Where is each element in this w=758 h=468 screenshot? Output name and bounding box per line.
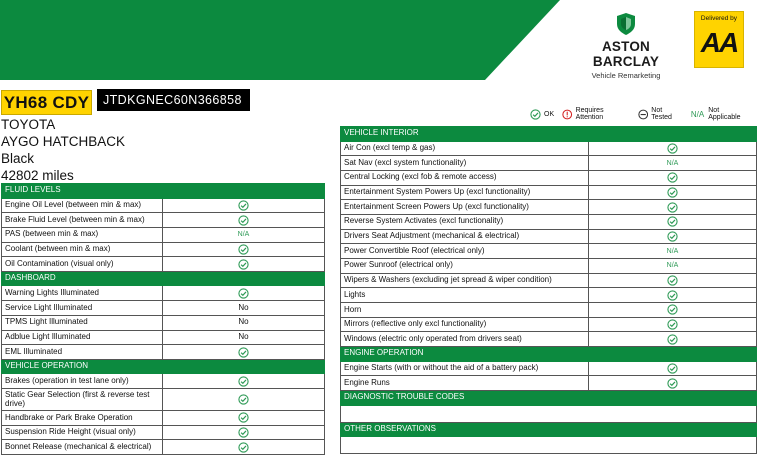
inspection-item-label: Lights [341, 288, 589, 303]
ok-check-icon [667, 216, 678, 227]
inspection-item-label: Reverse System Activates (excl functionality) [341, 214, 589, 229]
inspection-item-label: Power Convertible Roof (electrical only) [341, 244, 589, 259]
inspection-result [163, 374, 325, 389]
inspection-item-label: Engine Starts (with or without the aid of a battery pack) [341, 361, 589, 376]
section-title: OTHER OBSERVATIONS [341, 422, 757, 437]
inspection-result [163, 315, 325, 330]
inspection-row [341, 376, 757, 391]
ok-check-icon [238, 412, 249, 423]
ok-check-icon [667, 334, 678, 345]
inspection-item-label: Brakes (operation in test lane only) [2, 374, 163, 389]
inspection-result [589, 303, 757, 318]
vehicle-colour: Black [1, 151, 35, 166]
inspection-item-label: EML Illuminated [2, 345, 163, 360]
inspection-item-label: Drivers Seat Adjustment (mechanical & electrical) [341, 229, 589, 244]
inspection-row [341, 214, 757, 229]
result-text: No [238, 331, 249, 341]
inspection-result [589, 332, 757, 347]
shield-icon [615, 12, 637, 36]
inspection-item-label: Warning Lights Illuminated [2, 286, 163, 301]
inspection-row [341, 259, 757, 274]
inspection-result [163, 389, 325, 411]
section-title: VEHICLE INTERIOR [341, 127, 757, 142]
aston-barclay-logo [570, 12, 682, 80]
inspection-row [2, 213, 325, 228]
attention-icon [562, 109, 572, 120]
legend-not-tested [638, 107, 683, 121]
brand-subtitle: Vehicle Remarketing [591, 71, 661, 80]
ok-check-icon [667, 290, 678, 301]
inspection-item-label: Handbrake or Park Brake Operation [2, 411, 163, 426]
inspection-result [163, 242, 325, 257]
empty-cell [341, 437, 757, 454]
not-applicable-text: N/A [666, 262, 679, 270]
status-legend [530, 106, 758, 122]
inspection-result [163, 440, 325, 455]
section-title: DIAGNOSTIC TROUBLE CODES [341, 391, 757, 406]
inspection-item-label: Oil Contamination (visual only) [2, 257, 163, 272]
legend-na-label: Not Applicable [708, 107, 741, 121]
inspection-row [341, 303, 757, 318]
inspection-result [589, 214, 757, 229]
inspection-result [163, 257, 325, 272]
inspection-result [163, 301, 325, 316]
inspection-result [589, 200, 757, 215]
brand-name: ASTON BARCLAY [592, 39, 660, 69]
inspection-row [2, 286, 325, 301]
inspection-item-label: Entertainment System Powers Up (excl functionality) [341, 185, 589, 200]
legend-ok [530, 109, 554, 120]
section-header-other-observations [341, 422, 757, 437]
ok-check-icon [238, 442, 249, 453]
inspection-row [2, 411, 325, 426]
left-inspection-table [1, 183, 325, 455]
inspection-row [2, 242, 325, 257]
aa-badge [694, 11, 744, 68]
inspection-row [2, 389, 325, 411]
inspection-row [2, 257, 325, 272]
inspection-item-label: Brake Fluid Level (between min & max) [2, 213, 163, 228]
legend-attention [562, 107, 630, 121]
ok-check-icon [238, 215, 249, 226]
legend-na-symbol: N/A [690, 109, 705, 119]
section-header-engine-operation [341, 347, 757, 362]
inspection-result [589, 244, 757, 259]
inspection-row [341, 185, 757, 200]
vehicle-model: AYGO HATCHBACK [1, 134, 126, 149]
inspection-item-label: Service Light Illuminated [2, 301, 163, 316]
ok-check-icon [667, 275, 678, 286]
legend-not-tested-label: Not Tested [651, 107, 672, 121]
inspection-result [589, 156, 757, 171]
inspection-row [341, 200, 757, 215]
inspection-row [341, 317, 757, 332]
ok-check-icon [667, 231, 678, 242]
result-text: No [238, 302, 249, 312]
inspection-result [589, 141, 757, 156]
section-header-dashboard [2, 271, 325, 286]
inspection-result [163, 345, 325, 360]
inspection-item-label: Suspension Ride Height (visual only) [2, 425, 163, 440]
inspection-result [163, 227, 325, 242]
inspection-row [341, 156, 757, 171]
inspection-row [2, 315, 325, 330]
inspection-item-label: Engine Runs [341, 376, 589, 391]
section-header-diagnostic-trouble-codes [341, 391, 757, 406]
inspection-row [341, 332, 757, 347]
inspection-item-label: Windows (electric only operated from drivers seat) [341, 332, 589, 347]
ok-check-icon [238, 427, 249, 438]
inspection-row [2, 425, 325, 440]
section-header-fluid-levels [2, 184, 325, 199]
inspection-item-label: PAS (between min & max) [2, 227, 163, 242]
legend-ok-label: OK [544, 110, 555, 118]
empty-cell [341, 405, 757, 422]
ok-check-icon [238, 288, 249, 299]
inspection-result [163, 198, 325, 213]
inspection-result [163, 213, 325, 228]
inspection-item-label: Mirrors (reflective only excl functionality) [341, 317, 589, 332]
empty-section-row [341, 405, 757, 422]
inspection-item-label: Entertainment Screen Powers Up (excl functionality) [341, 200, 589, 215]
aa-logo: AA [700, 27, 738, 58]
inspection-result [589, 273, 757, 288]
inspection-result [589, 185, 757, 200]
inspection-item-label: Adblue Light Illuminated [2, 330, 163, 345]
section-title: FLUID LEVELS [2, 184, 325, 199]
inspection-result [589, 376, 757, 391]
ok-check-icon [667, 319, 678, 330]
ok-check-icon [238, 244, 249, 255]
inspection-item-label: Engine Oil Level (between min & max) [2, 198, 163, 213]
not-applicable-text: N/A [237, 231, 250, 239]
right-inspection-table [340, 126, 757, 454]
ok-check-icon [238, 376, 249, 387]
result-text: No [238, 317, 249, 327]
inspection-row [341, 288, 757, 303]
inspection-item-label: Horn [341, 303, 589, 318]
inspection-result [589, 259, 757, 274]
not-tested-icon [638, 109, 648, 120]
inspection-row [341, 141, 757, 156]
aa-badge-caption: Delivered by [700, 15, 738, 22]
ok-check-icon [667, 304, 678, 315]
inspection-row [2, 330, 325, 345]
inspection-item-label: Coolant (between min & max) [2, 242, 163, 257]
section-title: VEHICLE OPERATION [2, 359, 325, 374]
empty-section-row [341, 437, 757, 454]
inspection-item-label: Air Con (excl temp & gas) [341, 141, 589, 156]
ok-check-icon [667, 143, 678, 154]
inspection-result [589, 170, 757, 185]
inspection-result [589, 229, 757, 244]
ok-check-icon [238, 347, 249, 358]
inspection-row [2, 345, 325, 360]
section-header-vehicle-interior [341, 127, 757, 142]
ok-check-icon [530, 109, 541, 120]
inspection-result [163, 330, 325, 345]
inspection-result [589, 317, 757, 332]
inspection-row [341, 273, 757, 288]
inspection-row [2, 301, 325, 316]
vin-number: JTDKGNEC60N366858 [97, 89, 250, 111]
ok-check-icon [238, 259, 249, 270]
ok-check-icon [238, 200, 249, 211]
inspection-row [341, 244, 757, 259]
ok-check-icon [667, 363, 678, 374]
ok-check-icon [238, 394, 249, 405]
section-title: ENGINE OPERATION [341, 347, 757, 362]
inspection-row [341, 229, 757, 244]
inspection-item-label: Static Gear Selection (first & reverse test drive) [2, 389, 163, 411]
not-applicable-text: N/A [666, 159, 679, 167]
section-header-vehicle-operation [2, 359, 325, 374]
inspection-item-label: TPMS Light Illuminated [2, 315, 163, 330]
inspection-item-label: Sat Nav (excl system functionality) [341, 156, 589, 171]
ok-check-icon [667, 187, 678, 198]
inspection-item-label: Wipers & Washers (excluding jet spread & wiper condition) [341, 273, 589, 288]
inspection-result [163, 425, 325, 440]
inspection-item-label: Central Locking (excl fob & remote access) [341, 170, 589, 185]
ok-check-icon [667, 202, 678, 213]
inspection-row [341, 361, 757, 376]
inspection-result [589, 361, 757, 376]
ok-check-icon [667, 172, 678, 183]
vehicle-mileage: 42802 miles [1, 168, 74, 183]
section-title: DASHBOARD [2, 271, 325, 286]
legend-na [691, 107, 750, 121]
inspection-row [2, 198, 325, 213]
inspection-item-label: Bonnet Release (mechanical & electrical) [2, 440, 163, 455]
registration-plate: YH68 CDY [1, 90, 92, 115]
inspection-item-label: Power Sunroof (electrical only) [341, 259, 589, 274]
vehicle-make: TOYOTA [1, 117, 56, 132]
inspection-result [589, 288, 757, 303]
inspection-row [2, 227, 325, 242]
inspection-row [2, 374, 325, 389]
inspection-result [163, 286, 325, 301]
inspection-result [163, 411, 325, 426]
not-applicable-text: N/A [666, 247, 679, 255]
inspection-row [2, 440, 325, 455]
legend-attention-label: Requires Attention [575, 107, 604, 121]
ok-check-icon [667, 378, 678, 389]
inspection-row [341, 170, 757, 185]
